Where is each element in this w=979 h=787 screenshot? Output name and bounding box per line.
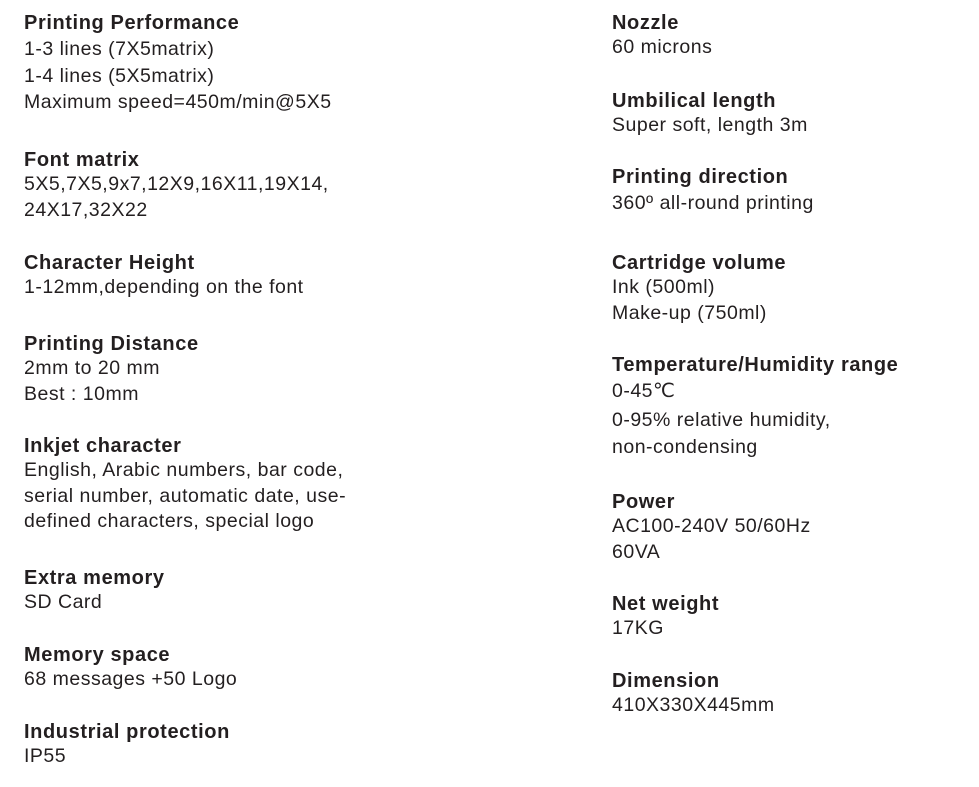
spec-value: 1-3 lines (7X5matrix) <box>24 38 215 60</box>
spec-title: Cartridge volume <box>612 252 787 274</box>
spec-value: non-condensing <box>612 436 758 458</box>
spec-title: Character Height <box>24 252 195 274</box>
spec-title: Printing direction <box>612 166 789 188</box>
spec-title: Temperature/Humidity range <box>612 354 899 376</box>
spec-value: IP55 <box>24 745 67 767</box>
spec-printing-distance <box>24 332 584 407</box>
spec-umbilical-length <box>612 89 972 139</box>
spec-printing-direction <box>612 165 972 218</box>
spec-value: Super soft, length 3m <box>612 114 808 136</box>
spec-power <box>612 490 972 565</box>
spec-memory-space <box>24 643 584 693</box>
spec-title: Industrial protection <box>24 721 230 743</box>
spec-value: Make-up (750ml) <box>612 301 767 324</box>
spec-character-height <box>24 251 584 301</box>
spec-net-weight <box>612 592 972 642</box>
spec-title: Nozzle <box>612 12 679 34</box>
spec-title: Umbilical length <box>612 90 777 112</box>
spec-value: 17KG <box>612 617 664 639</box>
spec-value: Maximum speed=450m/min@5X5 <box>24 90 332 113</box>
spec-value: 60VA <box>612 540 661 563</box>
spec-extra-memory <box>24 566 584 616</box>
spec-title: Dimension <box>612 670 720 692</box>
spec-dimension <box>612 669 972 719</box>
spec-value: defined characters, special logo <box>24 510 315 532</box>
spec-value: 5X5,7X5,9x7,12X9,16X11,19X14, <box>24 173 329 195</box>
spec-value: Best : 10mm <box>24 382 139 405</box>
spec-temperature-humidity-range <box>612 353 972 461</box>
spec-title: Printing Performance <box>24 12 240 34</box>
spec-value: English, Arabic numbers, bar code, <box>24 459 344 481</box>
spec-value: 68 messages +50 Logo <box>24 668 238 690</box>
spec-nozzle <box>612 11 972 61</box>
spec-cartridge-volume <box>612 251 972 326</box>
spec-value: 1-4 lines (5X5matrix) <box>24 65 215 87</box>
spec-value: 60 microns <box>612 36 713 58</box>
spec-value: AC100-240V 50/60Hz <box>612 515 811 537</box>
spec-title: Memory space <box>24 644 171 666</box>
spec-font-matrix <box>24 148 584 223</box>
spec-value: Ink (500ml) <box>612 276 716 298</box>
spec-industrial-protection <box>24 720 584 770</box>
spec-value: 0-95% relative humidity, <box>612 409 831 431</box>
spec-value: 24X17,32X22 <box>24 198 148 221</box>
spec-title: Power <box>612 491 676 513</box>
spec-title: Extra memory <box>24 567 165 589</box>
spec-title: Font matrix <box>24 149 140 171</box>
spec-value: 1-12mm,depending on the font <box>24 276 304 298</box>
spec-value: serial number, automatic date, use- <box>24 484 347 507</box>
spec-value: 0-45℃ <box>612 380 676 402</box>
spec-title: Inkjet character <box>24 435 182 457</box>
spec-inkjet-character <box>24 434 584 535</box>
spec-value: 2mm to 20 mm <box>24 357 161 379</box>
spec-printing-performance <box>24 11 584 115</box>
spec-title: Printing Distance <box>24 333 199 355</box>
spec-value: 410X330X445mm <box>612 694 775 716</box>
spec-value: 360º all-round printing <box>612 192 814 214</box>
spec-value: SD Card <box>24 591 103 613</box>
spec-title: Net weight <box>612 593 720 615</box>
